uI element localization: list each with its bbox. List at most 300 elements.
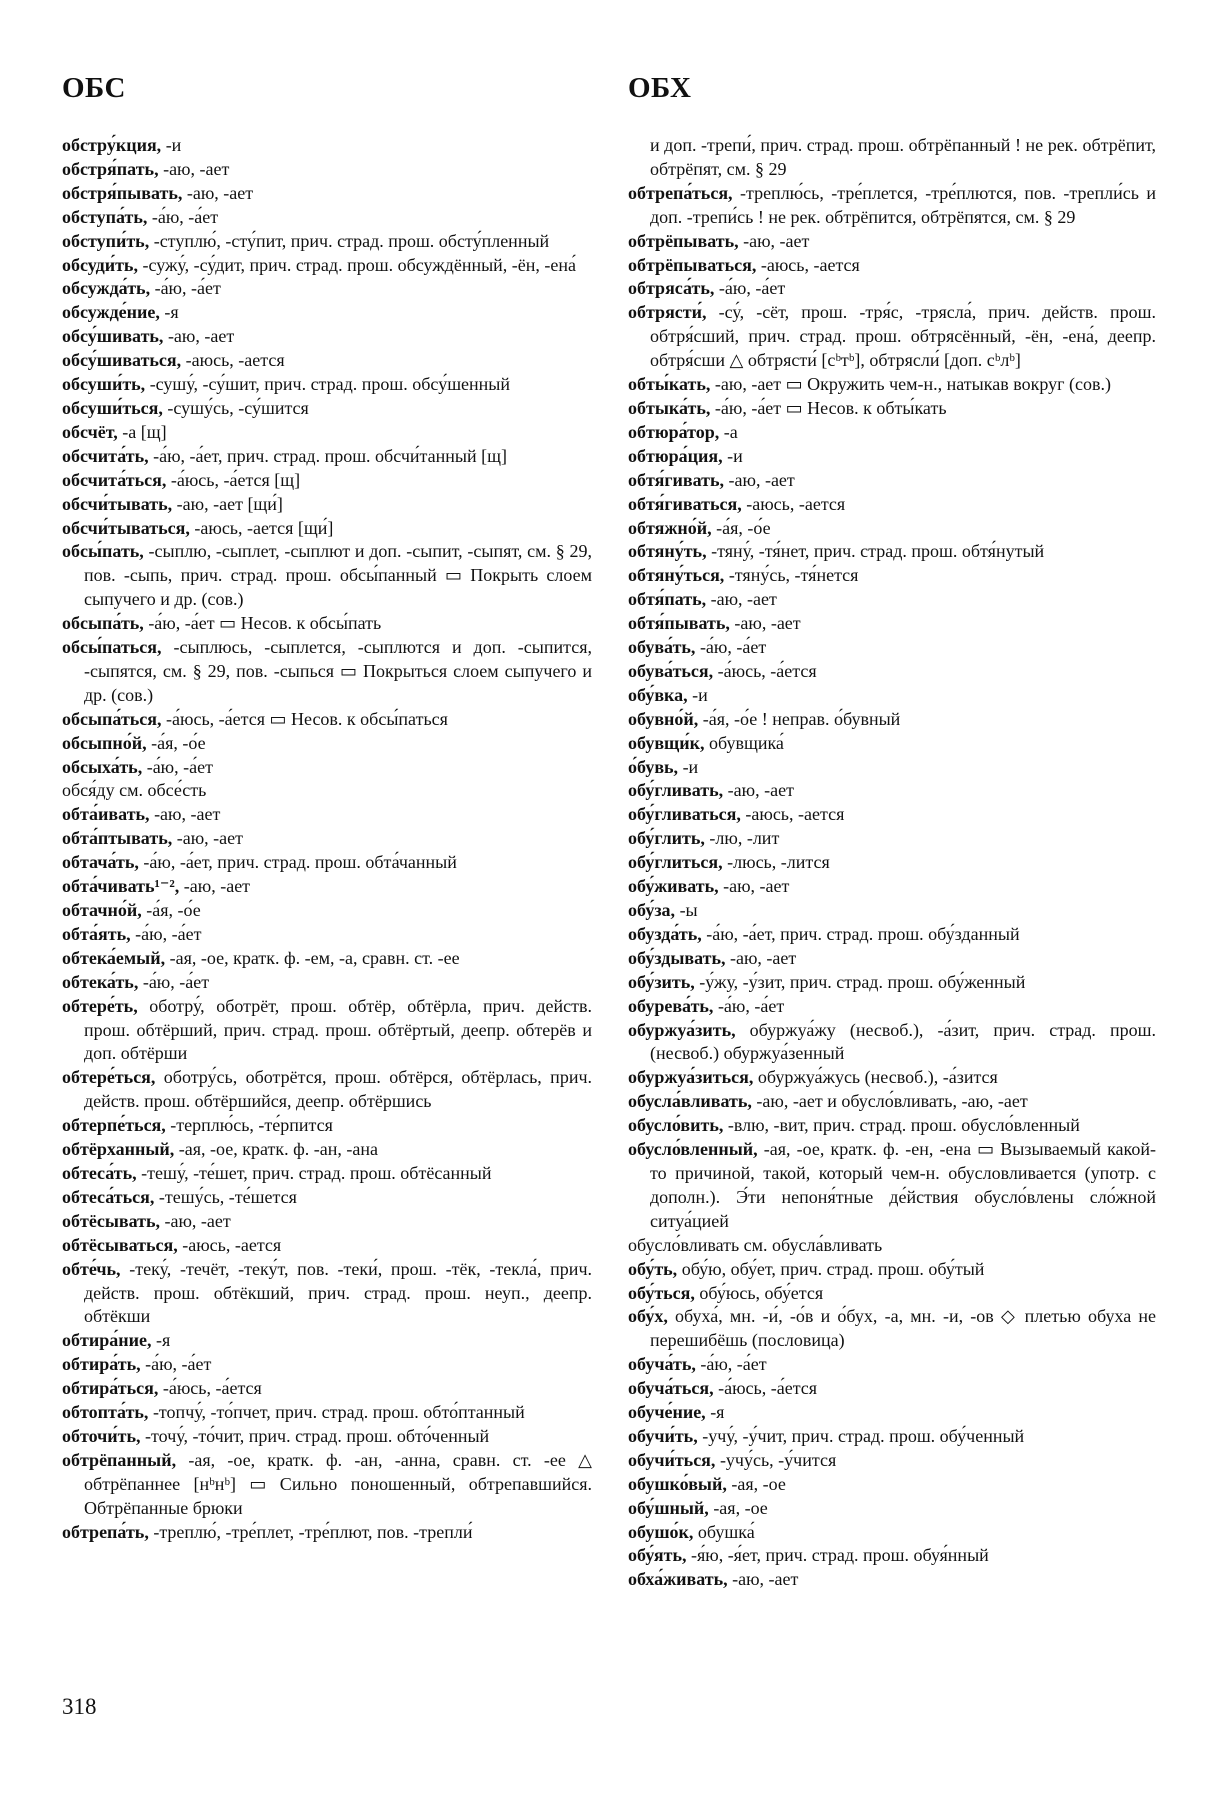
dictionary-entry xyxy=(628,540,1156,564)
dictionary-entry xyxy=(628,277,1156,301)
entry-headword: обтряса́ть, xyxy=(628,278,715,299)
entry-body: -а́я, -о́е xyxy=(141,900,201,920)
entry-body: -а́юсь, -а́ется xyxy=(713,660,817,681)
entry-headword: обу́живать, xyxy=(628,876,719,897)
entry-body: -сушу́сь, -су́шится xyxy=(162,397,309,418)
entry-headword: обсыха́ть, xyxy=(62,756,143,777)
entry-headword: обтачно́й, xyxy=(62,900,142,920)
dictionary-entry xyxy=(628,254,1156,278)
dictionary-entry xyxy=(628,947,1156,971)
entry-headword: обушо́к, xyxy=(628,1521,694,1542)
entry-body: оботру́, оботрёт, прош. обтёр, обтёрла, прич. действ. прош. обтёрший, прич. страд. прош. обтёртый, деепр. обтерёв и доп. обтёрши xyxy=(84,995,592,1064)
entry-headword: обха́живать, xyxy=(628,1569,728,1590)
entry-headword: обува́ться, xyxy=(628,660,714,681)
entry-headword: обстря́пывать, xyxy=(62,182,183,203)
entry-body: -аюсь, -ается [щи́] xyxy=(189,517,334,538)
entry-body: -я́ю, -я́ет, прич. страд. прош. обуя́нный xyxy=(686,1545,989,1566)
dictionary-entry xyxy=(62,1425,592,1449)
dictionary-entry xyxy=(62,134,592,158)
entry-headword: обусло́вить, xyxy=(628,1115,724,1136)
dictionary-entry xyxy=(628,1377,1156,1401)
entry-headword: обу́шный, xyxy=(628,1497,709,1518)
dictionary-entry xyxy=(628,1282,1156,1306)
entry-body: -я xyxy=(159,302,179,323)
entry-body: -а́ю, -а́ет, прич. страд. прош. обта́чанный xyxy=(138,852,457,873)
entry-body: -аю, -ает и обусло́вливать, -аю, -ает xyxy=(751,1091,1028,1112)
entry-headword: обтопта́ть, xyxy=(62,1402,149,1423)
dictionary-entry xyxy=(628,397,1156,421)
entry-body: -а́ю, -а́ет xyxy=(714,278,786,299)
dictionary-entry xyxy=(62,1353,592,1377)
entry-body: -аюсь, -ается xyxy=(177,1234,282,1255)
dictionary-entry xyxy=(628,660,1156,684)
entry-headword: обта́птывать, xyxy=(62,828,173,849)
dictionary-entry xyxy=(62,373,592,397)
entry-body: -аю, -ает xyxy=(727,1569,799,1590)
entry-headword: обступи́ть, xyxy=(62,230,150,251)
entry-headword: обу́гливать, xyxy=(628,780,724,801)
dictionary-entry xyxy=(62,469,592,493)
entry-headword: обтира́ние, xyxy=(62,1330,152,1351)
page-number: 318 xyxy=(62,1694,97,1719)
dictionary-entry xyxy=(628,1066,1156,1090)
dictionary-entry xyxy=(62,206,592,230)
dictionary-entry xyxy=(628,469,1156,493)
entry-body: -терплю́сь, -те́рпится xyxy=(165,1115,333,1136)
entry-body: обся́ду см. обсе́сть xyxy=(62,780,207,801)
entry-body: -а́ю, -а́ет, прич. страд. прош. обсчи́танный [щ] xyxy=(148,445,507,466)
entry-body: -сужу́, -су́дит, прич. страд. прош. обсуждённый, -ён, -ена́ xyxy=(137,254,577,275)
entry-headword: обу́глиться, xyxy=(628,852,723,873)
entry-headword: обтрясти́, xyxy=(628,302,707,323)
entry-headword: обтяну́ть, xyxy=(628,541,707,562)
dictionary-entry xyxy=(628,1234,1156,1258)
dictionary-entry xyxy=(62,1329,592,1353)
entry-headword: обтере́ть, xyxy=(62,995,138,1016)
dictionary-entry xyxy=(62,493,592,517)
entry-body: -а́ю, -а́ет xyxy=(713,995,785,1016)
entry-headword: обсу́шиваться, xyxy=(62,350,182,371)
entry-headword: обточи́ть, xyxy=(62,1425,141,1446)
entry-body: -а́ю, -а́ет ▭ Несов. к обсы́пать xyxy=(143,613,382,634)
left-column xyxy=(62,134,592,1544)
entry-headword: обтрепа́ться, xyxy=(628,182,733,203)
dictionary-entry xyxy=(628,779,1156,803)
dictionary-entry xyxy=(628,995,1156,1019)
entry-headword: обу́за, xyxy=(628,900,676,920)
entry-body: -и xyxy=(687,684,708,705)
entry-body: -а́юсь, -а́ется xyxy=(158,1378,262,1399)
entry-body: -тешу́сь, -те́шется xyxy=(154,1186,297,1207)
dictionary-entry xyxy=(62,1401,592,1425)
dictionary-entry xyxy=(628,971,1156,995)
entry-body: -аю, -ает xyxy=(182,182,254,203)
entry-headword: обта́ивать, xyxy=(62,804,150,825)
entry-body: -учу́сь, -у́чится xyxy=(715,1449,837,1470)
entry-headword: обуржуа́зить, xyxy=(628,1019,736,1040)
entry-headword: обуржуа́зиться, xyxy=(628,1067,754,1088)
dictionary-entry xyxy=(628,1497,1156,1521)
entry-body: -сыплю, -сыплет, -сыплют и доп. -сыпит, -сыпят, см. § 29, пов. -сыпь, прич. страд. прош. обсы́панный ▭ Покрыть слоем сыпучего и др. (сов.) xyxy=(84,541,592,610)
entry-body: -я xyxy=(151,1330,171,1351)
dictionary-entry xyxy=(628,923,1156,947)
entry-headword: обтёрханный, xyxy=(62,1139,175,1160)
entry-body: -аюсь, -ается xyxy=(741,493,846,514)
entry-headword: обтёсывать, xyxy=(62,1210,160,1231)
dictionary-entry xyxy=(62,779,592,803)
entry-body: -ая, -ое, кратк. ф. -ан, -ана xyxy=(174,1139,379,1160)
entry-headword: обу́ять, xyxy=(628,1545,687,1566)
entry-body: -ая, -ое, кратк. ф. -ем, -а, сравн. ст. -ее xyxy=(165,947,460,968)
entry-body: -у́жу, -у́зит, прич. страд. прош. обу́женный xyxy=(694,971,1026,992)
entry-body: обу́юсь, обу́ется xyxy=(694,1282,824,1303)
entry-headword: обтача́ть, xyxy=(62,852,139,873)
entry-headword: обувно́й, xyxy=(628,708,699,729)
dictionary-entry xyxy=(62,277,592,301)
entry-headword: обстру́кция, xyxy=(62,135,162,155)
entry-headword: обтрёпанный, xyxy=(62,1449,177,1470)
running-head-left: ОБС xyxy=(62,72,126,104)
dictionary-entry xyxy=(62,1210,592,1234)
entry-headword: обу́ть, xyxy=(628,1258,678,1279)
dictionary-entry xyxy=(628,1258,1156,1282)
entry-body: -ая, -ое, кратк. ф. -ен, -ена ▭ Вызываемый какой-то причиной, такой, который чем-н. обусловливается (употр. с дополн.). Э́ти непоня́тные де́йствия обусло́влены сло́жной ситуа́цией xyxy=(650,1139,1156,1231)
entry-body: -аю, -ает xyxy=(158,158,230,179)
dictionary-entry xyxy=(628,445,1156,469)
entry-body: -аю, -ает ▭ Окружить чем-н., натыкав вокруг (сов.) xyxy=(710,374,1111,395)
entry-body: -влю, -вит, прич. страд. прош. обусло́вленный xyxy=(723,1115,1080,1136)
entry-body: -тяну́, -тя́нет, прич. страд. прош. обтя́нутый xyxy=(706,541,1045,562)
entry-body: -аю, -ает xyxy=(172,828,243,849)
dictionary-entry xyxy=(628,301,1156,373)
entry-headword: обты́кать, xyxy=(628,374,711,395)
entry-headword: обува́ть, xyxy=(628,637,696,658)
dictionary-entry xyxy=(62,827,592,851)
dictionary-entry xyxy=(628,182,1156,230)
dictionary-entry xyxy=(62,899,592,923)
entry-headword: обучи́ться, xyxy=(628,1449,716,1470)
entry-body: -а́юсь, -а́ется [щ] xyxy=(166,469,301,490)
entry-body: -лю, -лит xyxy=(704,828,780,849)
entry-headword: обузда́ть, xyxy=(628,923,702,944)
entry-headword: обтя́пывать, xyxy=(628,613,730,634)
dictionary-entry xyxy=(62,540,592,612)
entry-body: -аю, -ает xyxy=(179,876,251,897)
entry-body: -ая, -ое xyxy=(708,1497,768,1518)
entry-body: -теку́, -течёт, -теку́т, пов. -теки́, прош. -тёк, -текла́, прич. действ. прош. обтёкший, прич. страд. прош. неуп., деепр. обтёкши xyxy=(84,1258,592,1327)
entry-body: -аю, -ает xyxy=(723,780,794,801)
dictionary-entry xyxy=(62,230,592,254)
dictionary-entry xyxy=(628,517,1156,541)
entry-body: обу́ю, обу́ет, прич. страд. прош. обу́тый xyxy=(677,1258,985,1279)
entry-headword: обу́х, xyxy=(628,1306,668,1327)
dictionary-entry xyxy=(62,636,592,708)
entry-headword: обсуши́ться, xyxy=(62,397,163,418)
entry-body: -аю, -ает xyxy=(718,876,790,897)
dictionary-entry xyxy=(628,230,1156,254)
entry-headword: обтеса́ть, xyxy=(62,1162,137,1183)
entry-body: -аю, -ает [щи́] xyxy=(172,493,283,514)
dictionary-entry xyxy=(62,1258,592,1330)
dictionary-entry xyxy=(62,1449,592,1521)
entry-body: -а xyxy=(719,421,738,442)
dictionary-entry xyxy=(62,517,592,541)
entry-body: -ая, -ое, кратк. ф. -ан, -анна, сравн. ст. -ее △ обтрёпаннее [нᵇнᵇ] ▭ Сильно поношенный, обтрепавшийся. Обтрёпанные брюки xyxy=(84,1449,592,1518)
dictionary-entry xyxy=(62,1066,592,1114)
entry-headword: обтира́ться, xyxy=(62,1378,159,1399)
dictionary-entry xyxy=(62,421,592,445)
entry-headword: обсу́шивать, xyxy=(62,326,164,347)
dictionary-entry xyxy=(62,708,592,732)
entry-body: -аюсь, -ается xyxy=(181,350,285,371)
entry-headword: обтека́ть, xyxy=(62,971,139,992)
entry-body: обувщика́ xyxy=(704,732,784,753)
dictionary-entry xyxy=(62,1234,592,1258)
entry-body: оботру́сь, оботрётся, прош. обтёрся, обтёрлась, прич. действ. прош. обтёршийся, деепр. обтёршись xyxy=(84,1067,592,1112)
entry-body: обуржуа́жусь (несвоб.), -а́зится xyxy=(753,1067,998,1088)
entry-body: -аю, -ает xyxy=(706,589,777,610)
dictionary-entry xyxy=(62,325,592,349)
entry-headword: обтяну́ться, xyxy=(628,565,725,586)
entry-body: -а́ю, -а́ет xyxy=(140,1354,212,1375)
entry-headword: обу́зить, xyxy=(628,971,695,992)
entry-body: -а́ю, -а́ет xyxy=(147,206,219,227)
dictionary-entry xyxy=(628,803,1156,827)
entry-headword: обтяжно́й, xyxy=(628,517,712,538)
entry-headword: обсыпа́ться, xyxy=(62,708,162,729)
dictionary-entry xyxy=(628,899,1156,923)
dictionary-entry xyxy=(62,756,592,780)
entry-headword: обу́гливаться, xyxy=(628,804,741,825)
dictionary-entry xyxy=(628,827,1156,851)
entry-body: -а́я, -о́е xyxy=(711,517,771,538)
entry-headword: обтрепа́ть, xyxy=(62,1521,149,1542)
entry-headword: обта́ять, xyxy=(62,923,131,944)
dictionary-entry xyxy=(62,1521,592,1545)
entry-headword: обуча́ть, xyxy=(628,1354,696,1375)
dictionary-entry xyxy=(628,134,1156,182)
entry-body: -а́юсь, -а́ется ▭ Несов. к обсы́паться xyxy=(161,708,448,729)
entry-headword: обувщи́к, xyxy=(628,732,705,753)
dictionary-entry xyxy=(62,875,592,899)
entry-body: -ы xyxy=(675,900,698,920)
dictionary-entry xyxy=(628,1425,1156,1449)
dictionary-entry xyxy=(62,1138,592,1162)
dictionary-entry xyxy=(628,851,1156,875)
dictionary-entry xyxy=(628,1568,1156,1592)
entry-body: -аю, -ает xyxy=(149,804,221,825)
entry-headword: обтя́пать, xyxy=(628,589,707,610)
dictionary-entry xyxy=(628,612,1156,636)
entry-headword: обу́здывать, xyxy=(628,947,726,968)
entry-headword: обтюра́тор, xyxy=(628,421,720,442)
dictionary-entry xyxy=(628,1305,1156,1353)
entry-headword: обсчита́ть, xyxy=(62,445,149,466)
entry-headword: обсыпно́й, xyxy=(62,732,147,753)
dictionary-entry xyxy=(628,684,1156,708)
entry-headword: обушко́вый, xyxy=(628,1473,727,1494)
entry-headword: обступа́ть, xyxy=(62,206,148,227)
entry-body: -учу́, -у́чит, прич. страд. прош. обу́ченный xyxy=(697,1425,1025,1446)
dictionary-entry xyxy=(628,875,1156,899)
entry-body: -су́, -сёт, прош. -тря́с, -трясла́, прич. действ. прош. обтря́сший, прич. страд. прош. обтрясённый, -ён, -ена́, деепр. обтря́сши △ обтрясти́ [сᵇтᵇ], обтрясли́ [доп. сᵇлᵇ] xyxy=(650,302,1156,371)
entry-body: -аю, -ает xyxy=(729,613,801,634)
entry-body: -люсь, -лится xyxy=(722,852,830,873)
entry-headword: обсчита́ться, xyxy=(62,469,167,490)
entry-body: и доп. -трепи́, прич. страд. прош. обтрёпанный ! не рек. обтрёпит, обтрёпят, см. § 29 xyxy=(650,135,1156,179)
entry-headword: обсчёт, xyxy=(62,421,118,442)
dictionary-entry xyxy=(628,1138,1156,1234)
dictionary-entry xyxy=(628,1521,1156,1545)
entry-body: -ступлю́, -сту́пит, прич. страд. прош. обсту́пленный xyxy=(149,230,550,251)
entry-headword: обсуши́ть, xyxy=(62,374,146,395)
dictionary-entry xyxy=(628,588,1156,612)
entry-headword: обта́чивать¹⁻², xyxy=(62,876,180,897)
entry-body: -и xyxy=(161,135,182,155)
dictionary-entry xyxy=(62,732,592,756)
entry-body: -тяну́сь, -тя́нется xyxy=(724,565,859,586)
entry-body: -а́ю, -а́ет xyxy=(142,756,213,777)
entry-headword: обусла́вливать, xyxy=(628,1091,752,1112)
entry-headword: обсы́паться, xyxy=(62,637,162,658)
right-column xyxy=(628,134,1156,1592)
entry-headword: обуча́ться, xyxy=(628,1378,714,1399)
dictionary-entry xyxy=(62,397,592,421)
entry-headword: обтеса́ться, xyxy=(62,1186,155,1207)
dictionary-entry xyxy=(62,349,592,373)
entry-body: -сушу́, -су́шит, прич. страд. прош. обсу́шенный xyxy=(145,374,511,395)
dictionary-entry xyxy=(628,1544,1156,1568)
entry-headword: обтерпе́ться, xyxy=(62,1115,166,1136)
dictionary-entry xyxy=(62,301,592,325)
entry-body: -а́ю, -а́ет xyxy=(695,1354,767,1375)
entry-headword: обсчи́тывать, xyxy=(62,493,173,514)
entry-body: обушка́ xyxy=(693,1521,755,1542)
entry-headword: обтя́гиваться, xyxy=(628,493,742,514)
entry-body: -а [щ] xyxy=(117,421,167,442)
dictionary-entry xyxy=(62,803,592,827)
entry-body: -а́ю, -а́ет xyxy=(138,971,210,992)
entry-body: -а́ю, -а́ет xyxy=(150,278,221,299)
entry-body: -сыплюсь, -сыплется, -сыплются и доп. -сыпится, -сыпятся, см. § 29, пов. -сыпься ▭ Покрыться слоем сыпучего и др. (сов.) xyxy=(84,637,592,705)
entry-headword: обтёсываться, xyxy=(62,1234,178,1255)
running-head-right: ОБХ xyxy=(628,72,692,104)
entry-body: -а́я, -о́е xyxy=(146,732,206,753)
entry-body: -а́ю, -а́ет xyxy=(695,637,767,658)
entry-headword: обтира́ть, xyxy=(62,1354,141,1375)
entry-headword: обтыка́ть, xyxy=(628,397,711,418)
dictionary-entry xyxy=(62,1162,592,1186)
entry-headword: обтрёпывать, xyxy=(628,230,739,251)
entry-headword: обуче́ние, xyxy=(628,1402,706,1423)
dictionary-entry xyxy=(62,923,592,947)
entry-headword: обтрёпываться, xyxy=(628,254,757,275)
entry-body: -треплю́, -тре́плет, -тре́плют, пов. -трепли́ xyxy=(148,1521,473,1542)
entry-body: -а́ю, -а́ет, прич. страд. прош. обу́зданный xyxy=(701,923,1020,944)
entry-body: обуржуа́жу (несвоб.), -а́зит, прич. страд. прош. (несвоб.) обуржуа́зенный xyxy=(650,1019,1156,1064)
entry-body: -аюсь, -ается xyxy=(756,254,860,275)
entry-headword: обсужде́ние, xyxy=(62,302,160,323)
entry-body: -аю, -ает xyxy=(738,230,810,251)
entry-body: -и xyxy=(678,756,699,777)
entry-headword: обусло́вленный, xyxy=(628,1139,758,1160)
dictionary-entry xyxy=(628,1401,1156,1425)
entry-headword: обтека́емый, xyxy=(62,947,166,968)
entry-headword: обсыпа́ть, xyxy=(62,613,144,634)
dictionary-entry xyxy=(62,851,592,875)
entry-body: -аюсь, -ается xyxy=(740,804,845,825)
entry-body: -тешу́, -те́шет, прич. страд. прош. обтёсанный xyxy=(136,1162,492,1183)
dictionary-entry xyxy=(628,373,1156,397)
dictionary-entry xyxy=(62,254,592,278)
entry-body: обусло́вливать см. обусла́вливать xyxy=(628,1234,883,1255)
entry-body: -топчу́, -то́пчет, прич. страд. прош. обто́птанный xyxy=(148,1402,525,1423)
entry-headword: обсчи́тываться, xyxy=(62,517,190,538)
dictionary-entry xyxy=(628,1353,1156,1377)
dictionary-entry xyxy=(628,1090,1156,1114)
dictionary-entry xyxy=(62,1377,592,1401)
entry-body: -аю, -ает xyxy=(725,947,797,968)
entry-body: -аю, -ает xyxy=(724,469,795,490)
entry-body: -а́я, -о́е ! неправ. о́бувный xyxy=(698,708,901,729)
entry-body: -и xyxy=(722,445,743,466)
entry-headword: обте́чь, xyxy=(62,1258,121,1279)
entry-headword: обурева́ть, xyxy=(628,995,714,1016)
dictionary-entry xyxy=(62,182,592,206)
entry-headword: обу́глить, xyxy=(628,828,705,849)
entry-body: -я xyxy=(705,1402,725,1423)
entry-body: -а́юсь, -а́ется xyxy=(713,1378,818,1399)
dictionary-entry xyxy=(62,971,592,995)
dictionary-entry xyxy=(628,732,1156,756)
dictionary-entry xyxy=(628,493,1156,517)
entry-headword: о́бувь, xyxy=(628,756,679,777)
entry-body: -точу́, -то́чит, прич. страд. прош. обто́ченный xyxy=(140,1425,490,1446)
entry-body: -ая, -ое xyxy=(726,1473,786,1494)
entry-headword: обтя́гивать, xyxy=(628,469,725,490)
dictionary-entry xyxy=(628,756,1156,780)
entry-headword: обтюра́ция, xyxy=(628,445,723,466)
entry-body: обуха́, мн. -и́, -о́в и о́бух, -а, мн. -и, -ов ◇ плетью обуха не перешибёшь (пословица) xyxy=(650,1306,1156,1351)
dictionary-entry xyxy=(62,995,592,1067)
entry-headword: обсужда́ть, xyxy=(62,278,151,299)
entry-body: -а́ю, -а́ет xyxy=(130,923,202,944)
entry-headword: обу́ться, xyxy=(628,1282,695,1303)
entry-headword: обсы́пать, xyxy=(62,541,144,562)
dictionary-entry xyxy=(628,564,1156,588)
entry-body: -аю, -ает xyxy=(163,326,235,347)
dictionary-entry xyxy=(62,445,592,469)
dictionary-entry xyxy=(62,947,592,971)
dictionary-entry xyxy=(628,636,1156,660)
dictionary-entry xyxy=(62,158,592,182)
entry-body: -аю, -ает xyxy=(160,1210,231,1231)
entry-headword: обу́вка, xyxy=(628,684,688,705)
dictionary-entry xyxy=(628,421,1156,445)
dictionary-entry xyxy=(628,1473,1156,1497)
dictionary-entry xyxy=(628,708,1156,732)
entry-body: -а́ю, -а́ет ▭ Несов. к обты́кать xyxy=(710,397,947,418)
entry-headword: обтере́ться, xyxy=(62,1067,156,1088)
entry-headword: обстря́пать, xyxy=(62,158,159,179)
dictionary-entry xyxy=(62,1186,592,1210)
dictionary-entry xyxy=(628,1114,1156,1138)
dictionary-entry xyxy=(628,1449,1156,1473)
entry-headword: обсуди́ть, xyxy=(62,254,138,275)
dictionary-entry xyxy=(62,612,592,636)
dictionary-entry xyxy=(62,1114,592,1138)
dictionary-entry xyxy=(628,1019,1156,1067)
